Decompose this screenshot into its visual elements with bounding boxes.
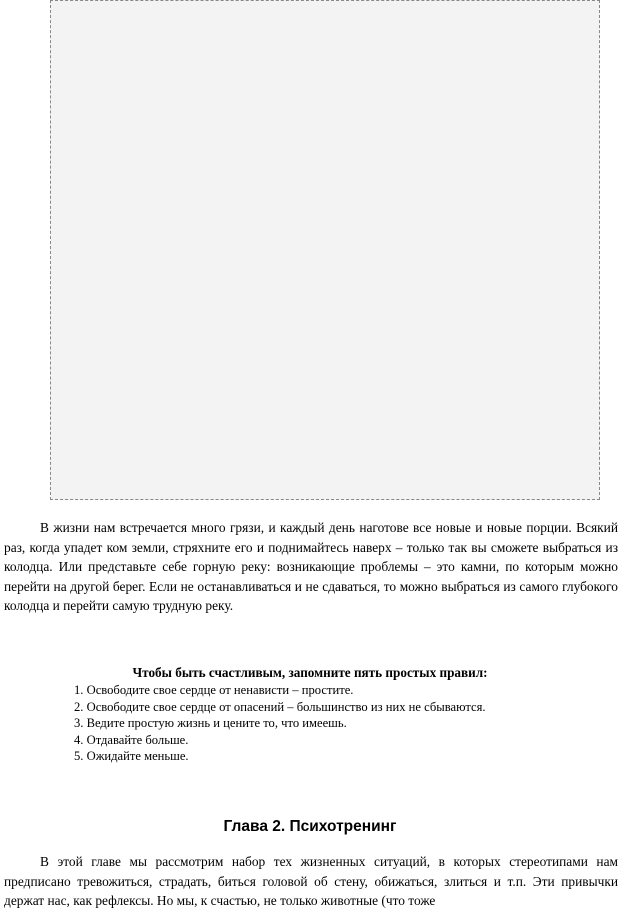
- body-paragraph-1: В жизни нам встречается много грязи, и каждый день наготове все новые и новые порции. Всякий раз, когда упадет ком земли, стряхните его и поднимайтесь наверх – только так вы сможете выбраться из колодца. Или представьте себе горную реку: возникающие проблемы – это камни, по которым можно перейти на другой берег. Если не останавливаться и не сдаваться, то можно выбраться из самого глубокого колодца и перейти самую трудную реку.: [4, 520, 618, 613]
- rule-item-4: 4. Отдавайте больше.: [74, 732, 189, 747]
- body-paragraph-2: В этой главе мы рассмотрим набор тех жизненных ситуаций, в которых стереотипами нам предписано тревожиться, страдать, биться головой об стену, обижаться, злиться и т.п. Эти привычки держат нас, как рефлексы. Но мы, к счастью, не только животные (что тоже: [4, 854, 618, 908]
- rule-item-5: 5. Ожидайте меньше.: [74, 749, 189, 764]
- rule-item-2: 2. Освободите свое сердце от опасений – большинство из них не сбываются.: [74, 699, 486, 714]
- rules-heading: Чтобы быть счастливым, запомните пять простых правил:: [132, 665, 488, 680]
- rule-item-3: 3. Ведите простую жизнь и цените то, что имеешь.: [74, 716, 347, 731]
- cartoon-illustration: [50, 0, 600, 500]
- rule-item-1: 1. Освободите свое сердце от ненависти – простите.: [74, 683, 354, 697]
- chapter-title: Глава 2. Психотренинг: [223, 818, 397, 835]
- rules-list: [74, 682, 486, 765]
